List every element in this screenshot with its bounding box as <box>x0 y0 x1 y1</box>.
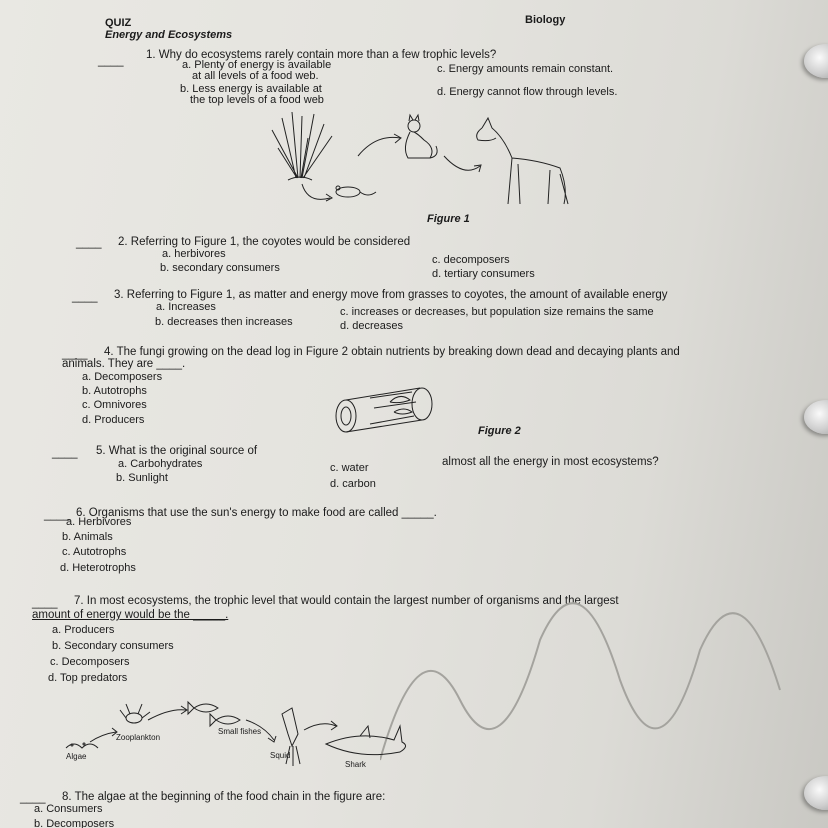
q1-blank[interactable]: ____ <box>98 55 124 67</box>
q5-option-c: c. water <box>330 462 369 474</box>
log-with-fungi-icon <box>336 388 432 432</box>
q1-stem: 1. Why do ecosystems rarely contain more than a few trophic levels? <box>146 49 497 61</box>
q5-option-a: a. Carbohydrates <box>118 458 203 470</box>
q5-stem-cont: almost all the energy in most ecosystems? <box>442 456 659 468</box>
figure2-dead-log-drawing <box>330 378 450 438</box>
zooplankton-icon <box>120 704 150 723</box>
q3-stem: 3. Referring to Figure 1, as matter and energy move from grasses to coyotes, the amount of available energy <box>114 289 668 301</box>
quiz-title: Energy and Ecosystems <box>105 29 233 41</box>
q6-option-a: a. Herbivores <box>66 516 132 528</box>
q6-blank[interactable]: ____ <box>44 509 70 521</box>
label-small-fishes: Small fishes <box>218 727 262 736</box>
q3-option-c: c. increases or decreases, but population size remains the same <box>340 306 654 318</box>
label-shark: Shark <box>345 760 366 769</box>
q2-option-d: d. tertiary consumers <box>432 268 535 280</box>
q3-option-d: d. decreases <box>340 320 403 332</box>
q6-option-c: c. Autotrophs <box>62 546 127 558</box>
q4-option-b: b. Autotrophs <box>82 385 147 397</box>
q1-option-b-cont: the top levels of a food web <box>190 94 324 106</box>
q8-option-b: b. Decomposers <box>34 818 115 828</box>
q1-option-b: b. Less energy is available at <box>180 83 322 95</box>
q7-stem-cont: amount of energy would be the _____. <box>32 609 229 621</box>
q4-option-d: d. Producers <box>82 414 145 426</box>
q7-option-c: c. Decomposers <box>50 656 130 668</box>
q5-blank[interactable]: ____ <box>52 447 78 459</box>
q6-option-b: b. Animals <box>62 531 113 543</box>
mouse-icon <box>336 186 376 197</box>
q1-option-d: d. Energy cannot flow through levels. <box>437 86 618 98</box>
q5-option-b: b. Sunlight <box>116 472 168 484</box>
q2-option-b: b. secondary consumers <box>160 262 280 274</box>
q7-option-d: d. Top predators <box>48 672 128 684</box>
q1-option-a: a. Plenty of energy is available <box>182 59 332 71</box>
label-zooplankton: Zooplankton <box>116 733 161 742</box>
algae-icon <box>66 743 98 748</box>
bleed-through-wave <box>380 560 800 800</box>
q8-stem: 8. The algae at the beginning of the food chain in the figure are: <box>62 791 386 803</box>
q3-option-a: a. Increases <box>156 301 216 313</box>
q4-option-c: c. Omnivores <box>82 399 147 411</box>
q7-stem: 7. In most ecosystems, the trophic level that would contain the largest number of organisms and the largest <box>74 595 619 607</box>
binder-ring-middle <box>804 400 828 434</box>
q7-option-b: b. Secondary consumers <box>52 640 174 652</box>
cat-icon <box>405 115 437 158</box>
q2-option-a: a. herbivores <box>162 248 226 260</box>
q4-stem-cont: animals. They are ____. <box>62 358 186 370</box>
q4-blank[interactable]: ____ <box>62 348 88 360</box>
q7-blank[interactable]: ____ <box>32 597 58 609</box>
q5-option-d: d. carbon <box>330 478 376 490</box>
binder-ring-bottom <box>804 776 828 810</box>
label-algae: Algae <box>66 752 87 761</box>
q1-option-c: c. Energy amounts remain constant. <box>437 63 614 75</box>
figure2-caption: Figure 2 <box>478 425 521 437</box>
q6-stem: 6. Organisms that use the sun's energy to make food are called _____. <box>76 507 437 519</box>
q3-option-b: b. decreases then increases <box>155 316 293 328</box>
figure1-food-chain-drawing <box>268 108 578 213</box>
figure1-caption: Figure 1 <box>427 213 470 225</box>
q3-blank[interactable]: ____ <box>72 291 98 303</box>
q4-stem: 4. The fungi growing on the dead log in Figure 2 obtain nutrients by breaking down dead and decaying plants and <box>104 346 680 358</box>
q6-option-d: d. Heterotrophs <box>60 562 136 574</box>
q2-blank[interactable]: ____ <box>76 237 102 249</box>
subject-label: Biology <box>525 14 566 26</box>
q1-option-a-cont: at all levels of a food web. <box>192 70 319 82</box>
q2-option-c: c. decomposers <box>432 254 510 266</box>
q4-option-a: a. Decomposers <box>82 371 163 383</box>
coyote-icon <box>477 118 568 204</box>
q2-stem: 2. Referring to Figure 1, the coyotes would be considered <box>118 236 411 248</box>
label-squid: Squid <box>270 751 291 760</box>
q7-option-a: a. Producers <box>52 624 115 636</box>
small-fish-icon <box>188 702 240 726</box>
q8-blank[interactable]: ____ <box>20 792 46 804</box>
grass-icon <box>272 112 332 180</box>
quiz-label: QUIZ <box>105 17 132 29</box>
q5-stem: 5. What is the original source of <box>96 445 258 457</box>
binder-ring-top <box>804 44 828 78</box>
q8-option-a: a. Consumers <box>34 803 103 815</box>
shark-icon <box>326 726 406 755</box>
